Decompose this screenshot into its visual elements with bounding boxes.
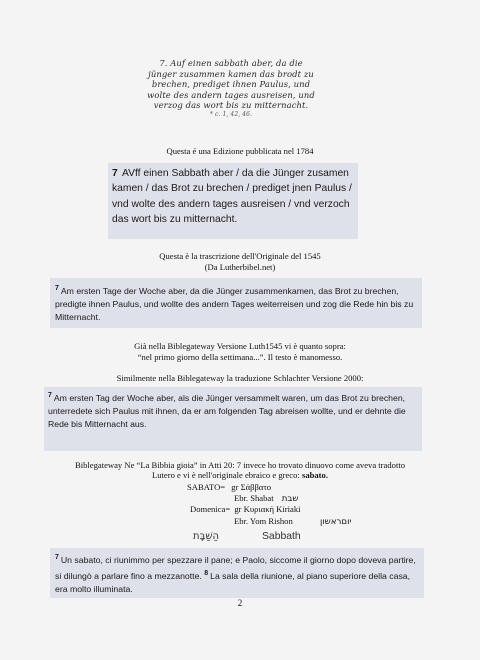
verse-text: Am ersten Tage der Woche aber, da die Jünger zusammenkamen, das Brot zu brechen, predigte ihnen Paulus, und wollte des andern Tages weiterreisen und zog die Rede hin bis zu Mitternacht. <box>55 285 414 322</box>
verse-number-8: 8 <box>204 569 209 577</box>
ebr-shabat-label: Ebr. Shabat <box>234 493 274 503</box>
scan-line: brechen, prediget ihnen Paulus, und <box>151 79 311 90</box>
ebr-yom-hebrew: יוםראשון <box>320 517 352 527</box>
caption-schlachter: Similmente nella Biblegateway la traduzione Schlachter Versione 2000: <box>116 373 364 383</box>
gioia-line-1: Biblegateway Ne “La Bibbia gioia” in Atti 20: 7 invece ho trovato dinuovo come aveva tradotto <box>74 460 406 470</box>
domenica-label: Domenica= <box>190 504 231 514</box>
ebr-yom-rishon <box>234 516 293 526</box>
gioia-line-2-text: Lutero e vi è nell'originale ebraico e greco: <box>152 470 302 481</box>
sabato-greek: gr Σάββατο <box>231 482 272 492</box>
scan-line: verzog das wort bis zu mitternacht. <box>153 100 309 111</box>
sabato-label: SABATO= <box>187 482 226 492</box>
page-number: 2 <box>237 598 243 608</box>
scan-line: wolte des andern tages ausreisen, und <box>147 89 315 100</box>
domenica-greek: gr Κυριακή Kiriaki <box>234 504 301 514</box>
sabato-definition <box>187 482 271 492</box>
caption-luth1545-note: “nel primo giorno della settimana...”. Il testo è manomesso. <box>137 352 343 362</box>
scanned-1784-excerpt <box>138 58 324 124</box>
original-1545-box <box>108 163 358 239</box>
ebr-shabat-hebrew: שבת <box>281 494 299 504</box>
ebr-yom-rishon-hebrew-wrap <box>320 516 351 527</box>
scan-line: 7. Auf einen sabbath aber, da die <box>159 58 303 68</box>
scan-reference: * c. 1, 42, 46. <box>209 110 253 118</box>
caption-transcription: Questa è la trascrizione dell'Originale del 1545 <box>159 251 321 261</box>
scan-line: jünger zusammen kamen das brodt zu <box>148 68 314 79</box>
verse-number: 7 <box>48 392 52 399</box>
schlachter-box <box>44 387 422 451</box>
verse-text: Am ersten Tag der Woche aber, als die Jünger versammelt waren, um das Brot zu brechen, unterredete sich Paulus mit ihnen, da er am folgenden Tag abreisen wollte, und er dehnte die Rede bis Mitternacht aus. <box>48 392 406 430</box>
gioia-line-2 <box>40 470 440 480</box>
luth1545-box <box>50 278 422 328</box>
ebr-yom-label: Ebr. Yom Rishon <box>234 516 293 526</box>
caption-transcription-source: (Da Lutherbibel.net) <box>204 262 276 272</box>
caption-luth1545: Già nella Biblegateway Versione Luth1545 vi è quanto sopra: <box>134 341 346 351</box>
ebr-shabat <box>234 493 299 504</box>
verse-number: 7 <box>112 168 118 179</box>
italian-verse-box <box>50 548 424 598</box>
gioia-note <box>40 460 440 481</box>
hebrew-hashabbat: הַשַּׁבָּת <box>193 531 219 542</box>
verse-8-text: La sala della riunione, al piano superiore della casa, era molto illuminata. <box>55 570 411 594</box>
caption-edition-1784: Questa é una Edizione pubblicata nel 1784 <box>166 146 314 156</box>
verse-7-text: Un sabato, ci riunimmo per spezzare il pane; e Paolo, siccome il giorno dopo doveva partire, si dilungò a parlare fino a mezzanotte. <box>55 554 416 581</box>
sabbath-label: Sabbath <box>262 531 301 542</box>
verse-number: 7 <box>55 285 59 292</box>
verse-number-7: 7 <box>55 554 59 561</box>
gioia-sabato-bold: sabato. <box>301 470 328 481</box>
domenica-definition <box>190 504 301 514</box>
verse-text: AVff einen Sabbath aber / da die Jünger zusamen kamen / das Brot zu brechen / prediget jnen Paulus / vnd wolte des andern tages ausreisen / vnd verzoch das wort bis zu mitternacht. <box>112 168 352 226</box>
